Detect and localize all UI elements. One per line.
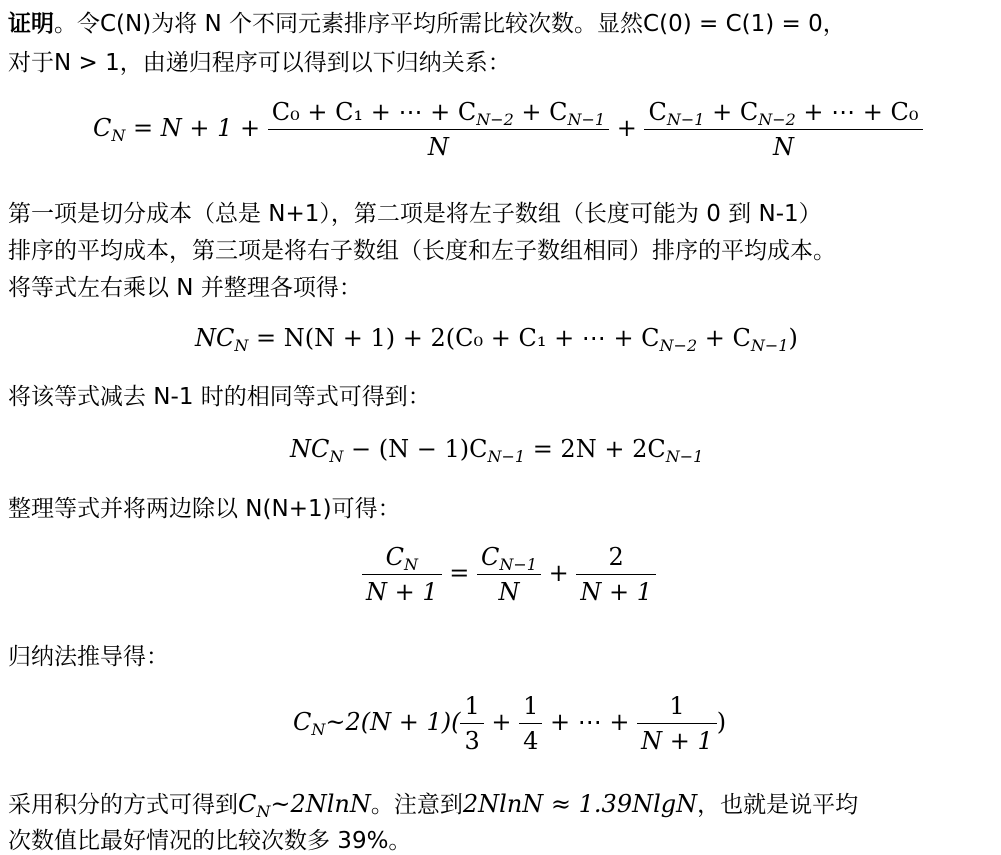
- paragraph-subtract: 将该等式减去 N-1 时的相同等式可得到：: [8, 384, 431, 410]
- proof-intro-line1: [8, 5, 846, 38]
- normalized-fraction-mid: $\frac{C_{N-1}}{N}$: [477, 543, 541, 606]
- paragraph-divide: 整理等式并将两边除以 N(N+1)可得：: [8, 496, 401, 522]
- paragraph-explanation-line2: 排序的平均成本，第三项是将右子数组（长度和左子数组相同）排序的平均成本。: [8, 238, 836, 264]
- equation-harmonic: $C_N\sim 2(N + 1)$( $\frac{1}{3}$ + $\frac{1}{4}$ + ⋯ + $\frac{1}{N + 1}$ ): [293, 692, 727, 755]
- equation-recurrence: $C_N = N + 1$ + $\frac{C_0 + C_1 + \cdots + C_{N-2} + C_{N-1}}{N}$ + $\frac{C_{N-1} + C_{N-2} + \cdots + C_0}{N}$: [93, 98, 923, 161]
- equation-multiplied: $NC_N = N(N + 1) + 2(C_0 + C_1$ + ⋯ + $C_{N-2} + C_{N-1}$): [195, 324, 798, 355]
- equation-normalized: $\frac{C_N}{N + 1}$ = $\frac{C_{N-1}}{N}$ + $\frac{2}{N + 1}$: [362, 543, 656, 606]
- harmonic-fraction-fourth: $\frac{1}{4}$: [519, 692, 542, 755]
- harmonic-fraction-last: $\frac{1}{N + 1}$: [637, 692, 717, 755]
- paragraph-conclusion-line1: 采用积分的方式可得到$C_N\sim 2NlnN$。注意到2NlnN ≈ 1.39NlgN，也就是说平均: [8, 790, 859, 821]
- normalized-fraction-rhs: $\frac{2}{N + 1}$: [576, 543, 656, 606]
- recurrence-fraction-right: $\frac{C_{N-1} + C_{N-2} + \cdots + C_0}{N}$: [644, 98, 922, 161]
- recurrence-fraction-left: $\frac{C_0 + C_1 + \cdots + C_{N-2} + C_{N-1}}{N}$: [268, 98, 609, 161]
- harmonic-fraction-third: $\frac{1}{3}$: [460, 692, 483, 755]
- normalized-fraction-lhs: $\frac{C_N}{N + 1}$: [362, 543, 442, 606]
- proof-intro-text: 。令C(N)为将 N 个不同元素排序平均所需比较次数。显然C(0) = C(1) = 0，: [54, 11, 846, 37]
- paragraph-induction: 归纳法推导得：: [8, 644, 169, 670]
- paragraph-explanation-line3: 将等式左右乘以 N 并整理各项得：: [8, 275, 362, 301]
- proof-label: 证明: [8, 11, 54, 37]
- paragraph-conclusion-line2: 次数值比最好情况的比较次数多 39%。: [8, 828, 412, 854]
- equation-difference: $NC_N - (N - 1)C_{N-1} = 2N + 2C_{N-1}$: [290, 435, 704, 466]
- paragraph-explanation-line1: 第一项是切分成本（总是 N+1），第二项是将左子数组（长度可能为 0 到 N-1）: [8, 201, 822, 227]
- proof-intro-line2: 对于N > 1，由递归程序可以得到以下归纳关系：: [8, 50, 511, 76]
